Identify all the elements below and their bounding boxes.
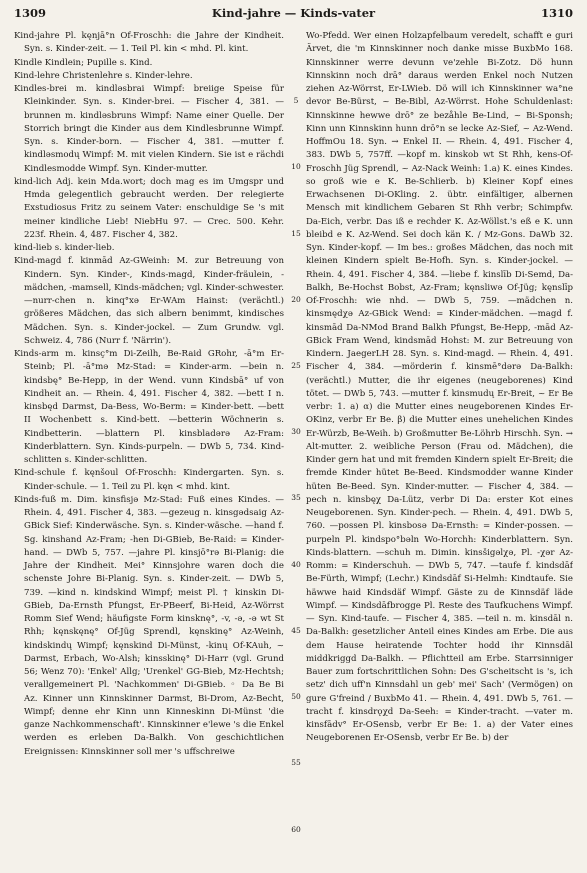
line-number: 60	[291, 825, 301, 834]
entry-kindles-brei: Kindles-brei m. kindləsbrai Wimpf: breiige Speise für Kleinkinder. Syn. s. Kinder-brei. — Fischer 4, 381. —brunnen m. kindləsbruns Wimpf: Name einer Quelle. Der Storrich bringt die Kinder aus dem Kindlesbrunne Wimpf. Syn. s. Kinder-born. — Fischer 4, 381. —mutter f. kindləsmodų Wimpf: M. mit vielen Kindern. Sie ist e rächdi Kindlesmodde Wimpf. Syn. Kinder-mutter.	[14, 84, 284, 174]
line-number: 35	[291, 493, 301, 502]
left-column	[14, 30, 284, 865]
line-number-gutter	[286, 30, 306, 865]
entry-kind-magd: Kind-magd f. kinmād Az-GWeinh: M. zur Betreuung von Kindern. Syn. Kinder-, Kinds-magd, Kinder-fräulein, -mädchen, -mamsell, Kinds-mädchen; vgl. Kinder-schwester. —nurr-chen n. kinq°xə Er-WAm Hainst: (verächtl.) größeres Mädchen, das sich albern benimmt, kindisches Mädchen. Syn. s. Kinder-jockel. — Zum Grundw. vgl. Schweiz. 4, 786 (Nurr f. 'Närrin').	[14, 256, 284, 346]
line-number: 55	[291, 758, 301, 767]
line-number: 30	[291, 427, 301, 436]
entry-kinds-fuss: Kinds-fuß m. Dim. kinsfisjə Mz-Stad: Fuß eines Kindes. — Rhein. 4, 491. Fischer 4, 383. —gezeug n. kinsgədsaig Az-GBick Sief: Kinderwäsche. Syn. s. Kinder-wäsche. —hand f. Sg. kinshand Az-Fram; -hen Di-GBieb, Be-Raid: = Kinder-hand. — DWb 5, 757. —jahre Pl. kinsjō°rə Bi-Planig: die Jahre der Kindheit. Mei° Kinnsjohre waren doch die schenste Johre Bi-Planig. Syn. s. Kinder-zeit. — DWb 5, 739. —kind n. kindskind Wimpf; meist Pl. † kinskin Di-GBieb, Da-Ernsth Pfungst, Er-PBeerf, Bi-Heid, Az-Wörrst Romm Sief Wend; häufigste Form kinsknę°, -v, -ə, -ə wt St Rhh; kęnskęnę° Of-Jüg Sprendl, kęnskinę° Az-Weinh, kindskindų Wimpf; kęnskind Di-Münst, -kinų Of-KAuh, ~ Darmst, Erbach, Wo-Alsh; kinsskinę° Di-Harr (vgl. Grund 56; Wenz 70): 'Enkel' Allg; 'Urenkel' GG-Bieb, Mz-Hechtsh; verallgemeinert Pl. 'Nachkommen' Di-GBieb. ◦ Da Be Bi Az. Kinner unn Kinnskinner Darmst, Bi-Drom, Az-Becht, Wimpf; denne ehr Kinn unn Kinneskinn Di-Münst 'die ganze Nachkommenschaft'. Kinnskinner e'lewe 's die Enkel werden es erleben Da-Balkh. Von geschichtlichen Ereignissen: Kinnskinner soll mer 's uffschreiwe	[14, 494, 284, 757]
entry-kind-lieb: kind-lieb s. kinder-lieb.	[14, 243, 115, 253]
entry-kindlich: kind-lich Adj. kein Mda.wort; doch mag es im Umgspr und Hmda gelegentlich gebraucht werden. Der relegierte Exstudiosus Fritz zu seinem Vater: enschuldige Se 's mit meiner kindliche Lieb! NiebHu 97. — Crec. 500. Kehr. 223f. Rhein. 4, 487. Fischer 4, 382.	[14, 176, 284, 240]
entry-kindle: Kindle Kindlein; Pupille s. Kind.	[14, 57, 153, 68]
page-header	[14, 6, 573, 22]
entry-kind-lehre: Kind-lehre Christenlehre s. Kinder-lehre.	[14, 70, 193, 81]
line-number: 25	[291, 361, 301, 370]
entry-kind-schule: Kind-schule f. kęnšoul Of-Froschh: Kindergarten. Syn. s. Kinder-schule. — 1. Teil zu Pl. kęn < mhd. kint.	[14, 468, 284, 492]
line-number: 15	[291, 229, 301, 238]
running-title: Kind-jahre — Kinds-vater	[211, 6, 376, 20]
page-number-left: 1309	[14, 6, 47, 20]
right-column	[306, 30, 573, 865]
entry-kind-jahre: Kind-jahre Pl. kęnjā°n Of-Froschh: die Jahre der Kindheit. Syn. s. Kinder-zeit. — 1. Teil Pl. kin < mhd. Pl. kint.	[14, 31, 284, 55]
line-number: 50	[291, 692, 301, 701]
line-number: 45	[291, 626, 301, 635]
page-number-right: 1310	[540, 6, 573, 20]
line-number: 5	[293, 96, 299, 105]
line-number: 40	[291, 560, 301, 569]
entry-kinds-kind-continued: Wo-Pfedd. Wer einen Holzapfelbaum veredelt, schafft e guri Ärvet, die 'm Kinnskinner noch danke misse BuxbMo 168. Kinnskinner werre devunn ve'zehle Bi-Zotz. Dö hunn Kinnskinn noch drā° daraus werden Enkel noch Nutzen ziehen Az-Wörrst, Er-LWieb. Dö will ich Kinnskinner wa°ne devor Be-Bürst, ~ Be-Bibl, Az-Wörrst. Hohe Schuldenlast: Kinnskinne hewwe drō° ze bezåhle Be-Lind, ~ Bi-Sponsh; Kinn unn Kinnskinn hunn drō°n se lecke Az-Sief, ~ Az-Wend. HoffmOu 18. Syn. → Enkel II. — Rhein. 4, 491. Fischer 4, 383. DWb 5, 757ff. —kopf m. kinskob wt St Rhh, kens-Of-Froschh Jüg Sprendl, ~ Az-Nack Weinh: 1.a) K. eines Kindes. so groß wie e K. Be-Schlierb. b) Kleiner Kopf eines Erwachsenen Di-OKling. 2. übtr. einfältiger, albernen Mensch mit kindlichem Gebaren St Rhh verbr; Schimpfw. Da-Eich, verbr. Das iß e rechder K. Az-Wöllst.'s eß e K. unn bleibd e K. Az-Wend. Sei doch kän K. / Mz-Gons. DaWb 32. Syn. Kinder-kopf. — Im bes.: großes Mädchen, das noch mit kleinen Kindern spielt Be-Hofh. Syn. s. Kinder-jockel. — Rhein. 4, 491. Fischer 4, 384. —liebe f. kinslīb Di-Semd, Da-Balkh, Be-Hochst Bobst, Az-Fram; kęnsliwə Of-Jüg; kęnslīp Of-Froschh: wie nhd. — DWb 5, 759. —mädchen n. kinsmędχə Az-GBick Wend: = Kinder-mädchen. —magd f. kinsmād Da-NMod Brand Balkh Pfungst, Be-Hepp, -mād Az-GBick Fram Wend, kindsmād Hohst: M. zur Betreuung von Kindern. JaegerLH 28. Syn. s. Kind-magd. — Rhein. 4, 491. Fischer 4, 384. —mörderin f. kinsmē°dərə Da-Balkh: (verächtl.) Mutter, die ihr eigenes (neugeborenes) Kind tötet. — DWb 5, 743. —mutter f. kinsmudų Er-Breit, ~ Er Be verbr: 1. a) α) die Mutter eines neugeborenen Kindes Er-OKinz, verbr Er Be. β) die Mutter eines unehelichen Kindes Er-Würzb, Be-Weih. b) Großmutter Be-Löhrb Hirschh. Syn. → Alt-mutter. 2. weibliche Person (Frau od. Mädchen), die Kinder gern hat und mit fremden Kindern spielt Er-Breit; die fremde Kinder hütet Be-Beed. Kindsmodder wanne Kinder hüten Be-Beed. Syn. Kinder-mutter. — Fischer 4, 384. —pech n. kinsbęχ Da-Lütz, verbr Di Da: erster Kot eines Neugeborenen. Syn. Kinder-pech. — Rhein. 4, 491. DWb 5, 760. —possen Pl. kinsbosə Da-Ernsth: = Kinder-possen. —purpeln Pl. kindspo°bəln Wo-Horchh: Kinderblattern. Syn. Kinds-blattern. —schuh m. Dimin. kinsšigəlχə, Pl. -χər Az-Romm: = Kinderschuh. — DWb 5, 747. —taufe f. kindsdāf Be-Fürth, Wimpf; (Lechr.) Kindsdāf Si-Helmh: Kindtaufe. Sie häwwe haid Kindsdäf Wimpf. Gäste zu de Kinnsdäf läde Wimpf. — Kindsdāfbrogge Pl. Reste des Taufkuchens Wimpf. — Syn. Kind-taufe. — Fischer 4, 385. —teil n. m. kinsdāl n. Da-Balkh: gesetzlicher Anteil eines Kindes am Erbe. Die aus dem Hause heiratende Tochter hodd ihr Kinnsdāl middkriggd Da-Balkh. — Pflichtteil am Erbe. Starrsinniger Bauer zum fortschrittlichen Sohn: Des G'scheitscht is 's, ich setz' dich uff'n Kinnsdahl un geb' mei' Sach' (Vermögen) on gure G'freind / BuxbMo 41. — Rhein. 4, 491. DWb 5, 761. —tracht f. kinsdrǫχd Da-Seeh: = Kinder-tracht. —vater m. kinsfādv° Er-OSensb, verbr Er Be: 1. a) der Vater eines Neugeborenen Er-OSensb, verbr Er Be. b) der	[306, 31, 573, 744]
line-number: 20	[291, 295, 301, 304]
entry-kinds-arm: Kinds-arm m. kinsç°m Di-Zeilh, Be-Raid GRohr, -ā°m Er-Steinb; Pl. -ā°mə Mz-Stad: = Kinder-arm. —bein n. kindsbę° Be-Hepp, in der Wend. vunn Kindsbā° uf von Kindheit an. — Rhein. 4, 491. Fischer 4, 382. —bett I n. kinsbęd Darmst, Da-Bess, Wo-Berm: = Kinder-bett. —bett II Wochenbett s. Kind-bett. —betterin Wöchnerin s. Kindbetterin. —blattern Pl. kinsbladərə Az-Fram: Kinderblattern. Syn. Kinds-purpeln. — DWb 5, 734. Kind-schlitten s. Kinder-schlitten.	[14, 349, 284, 465]
line-number: 10	[291, 162, 301, 171]
